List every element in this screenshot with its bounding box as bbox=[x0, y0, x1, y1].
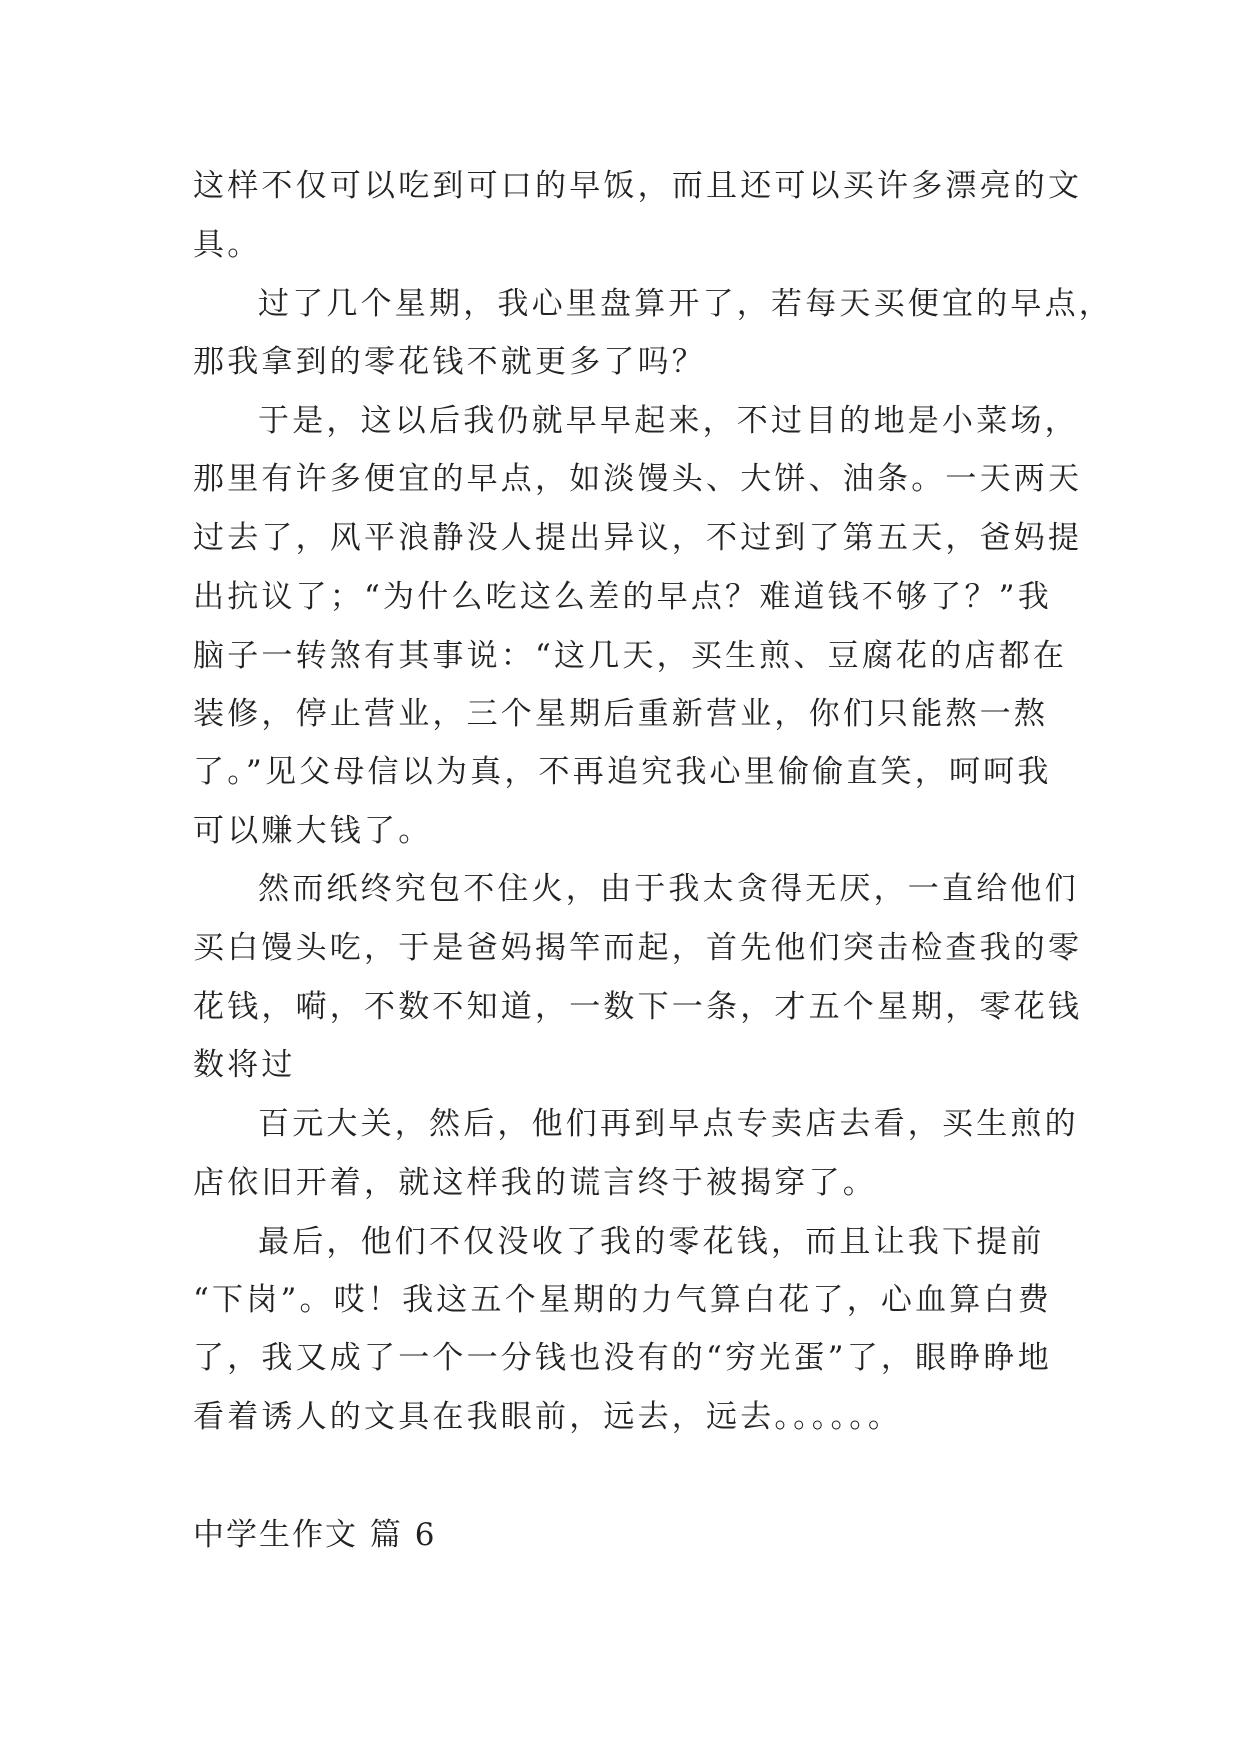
text-line: 店依旧开着，就这样我的谎言终于被揭穿了。 bbox=[193, 1165, 877, 1201]
text-line: 装修，停止营业，三个星期后重新营业，你们只能熬一熬 bbox=[193, 696, 1048, 732]
text-line: 那里有许多便宜的早点，如淡馒头、大饼、油条。一天两天 bbox=[193, 461, 1083, 497]
text-line: 脑子一转煞有其事说：“这几天，买生煎、豆腐花的店都在 bbox=[193, 638, 1068, 674]
text-line: 过去了，风平浪静没人提出异议，不过到了第五天，爸妈提 bbox=[193, 520, 1083, 556]
paragraph-start-line: 然而纸终究包不住火，由于我太贪得无厌，一直给他们 bbox=[258, 871, 1079, 907]
text-line: 看着诱人的文具在我眼前，远去，远去。。。。。。 bbox=[193, 1399, 903, 1435]
text-line: 了，我又成了一个一分钱也没有的“穷光蛋”了，眼睁睁地 bbox=[193, 1340, 1052, 1376]
text-line: 具。 bbox=[193, 227, 262, 263]
text-line: 可以赚大钱了。 bbox=[193, 813, 433, 849]
text-line: 买白馒头吃，于是爸妈揭竿而起，首先他们突击检查我的零 bbox=[193, 930, 1083, 966]
text-line: 那我拿到的零花钱不就更多了吗？ bbox=[193, 344, 706, 380]
text-line: 数将过 bbox=[193, 1047, 296, 1083]
paragraph-start-line: 过了几个星期，我心里盘算开了，若每天买便宜的早点， bbox=[258, 286, 1113, 322]
paragraph-start-line: 最后，他们不仅没收了我的零花钱，而且让我下提前 bbox=[258, 1224, 1045, 1260]
text-line: 出抗议了；“为什么吃这么差的早点？难道钱不够了？”我 bbox=[193, 579, 1052, 615]
paragraph-start-line: 百元大关，然后，他们再到早点专卖店去看，买生煎的 bbox=[258, 1106, 1079, 1142]
text-line: 花钱，嗬，不数不知道，一数下一条，才五个星期，零花钱 bbox=[193, 989, 1083, 1025]
paragraph-start-line: 于是，这以后我仍就早早起来，不过目的地是小菜场， bbox=[258, 403, 1079, 439]
section-heading: 中学生作文 篇 6 bbox=[193, 1517, 437, 1553]
text-line: “下岗”。哎！我这五个星期的力气算白花了，心血算白费 bbox=[193, 1282, 1052, 1318]
text-line: 这样不仅可以吃到可口的早饭，而且还可以买许多漂亮的文 bbox=[193, 168, 1083, 204]
text-line: 了。”见父母信以为真，不再追究我心里偷偷直笑，呵呵我 bbox=[193, 754, 1052, 790]
